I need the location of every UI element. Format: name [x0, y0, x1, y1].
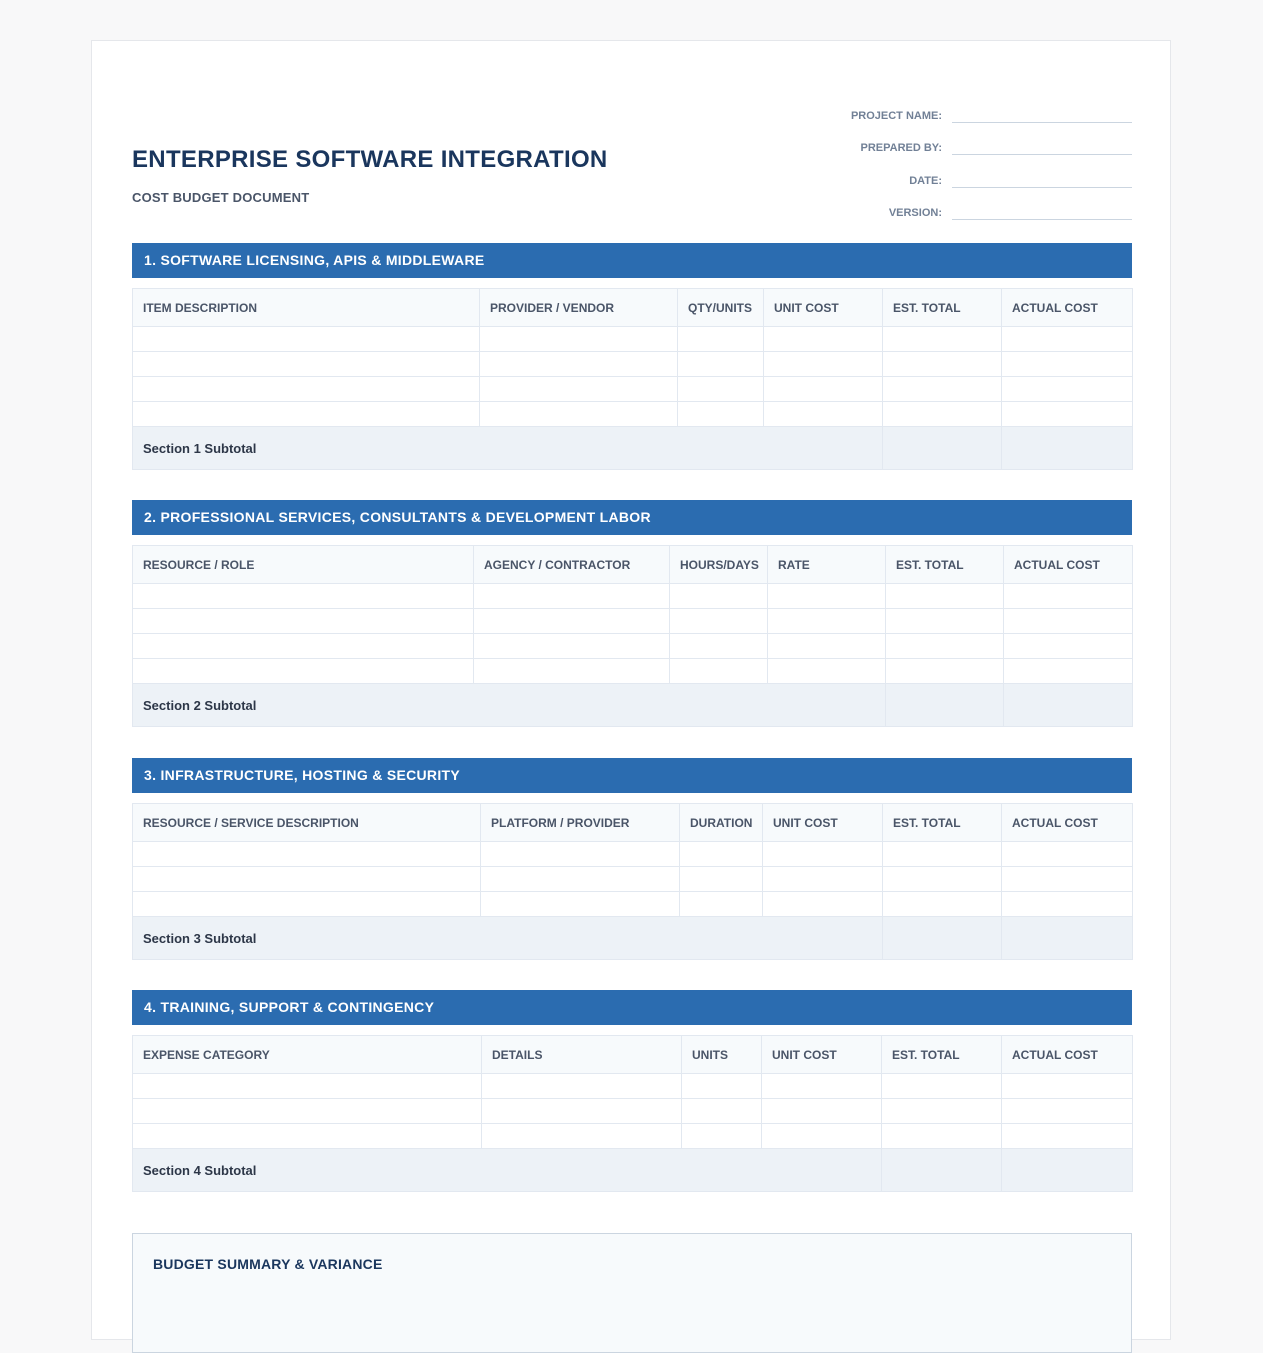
column-header: ACTUAL COST [1002, 289, 1133, 327]
table-cell[interactable] [133, 402, 480, 427]
column-header: DETAILS [482, 1036, 682, 1074]
prepared-by-field[interactable] [952, 153, 1132, 155]
table-cell[interactable] [670, 634, 768, 659]
column-header: UNIT COST [762, 1036, 882, 1074]
table-cell[interactable] [680, 892, 763, 917]
subtotal-label: Section 1 Subtotal [133, 427, 883, 470]
table-cell[interactable] [670, 659, 768, 684]
table-cell[interactable] [1002, 377, 1133, 402]
column-header: DURATION [680, 804, 763, 842]
subtotal-est-total[interactable] [883, 917, 1002, 960]
subtotal-row [133, 427, 1133, 470]
subtotal-row [133, 684, 1133, 727]
table-row [133, 867, 1133, 892]
subtotal-est-total[interactable] [882, 1149, 1002, 1192]
table-cell[interactable] [882, 1074, 1002, 1099]
table-cell[interactable] [762, 1074, 882, 1099]
table-cell[interactable] [762, 1124, 882, 1149]
subtotal-label: Section 4 Subtotal [133, 1149, 882, 1192]
table-cell[interactable] [883, 892, 1002, 917]
table-cell[interactable] [133, 609, 474, 634]
column-header: UNIT COST [763, 804, 883, 842]
column-header: ACTUAL COST [1004, 546, 1133, 584]
meta-row-version [832, 191, 1132, 224]
table-cell[interactable] [768, 659, 886, 684]
table-cell[interactable] [768, 634, 886, 659]
table-row [133, 352, 1133, 377]
table-cell[interactable] [133, 1099, 482, 1124]
table-cell[interactable] [133, 634, 474, 659]
table-row [133, 634, 1133, 659]
table-cell[interactable] [680, 842, 763, 867]
meta-label: VERSION: [888, 207, 942, 219]
section-header: 4. TRAINING, SUPPORT & CONTINGENCY [132, 990, 1132, 1025]
meta-label: PROJECT NAME: [850, 109, 942, 122]
subtotal-actual-cost[interactable] [1002, 427, 1133, 470]
table-cell[interactable] [1004, 659, 1133, 684]
table-cell[interactable] [1002, 842, 1133, 867]
subtotal-actual-cost[interactable] [1002, 1149, 1133, 1192]
table-cell[interactable] [764, 327, 883, 352]
document-page [91, 40, 1171, 1340]
column-header: EST. TOTAL [883, 804, 1002, 842]
table-cell[interactable] [1002, 402, 1133, 427]
table-cell[interactable] [763, 867, 883, 892]
table-cell[interactable] [883, 352, 1002, 377]
table-cell[interactable] [133, 327, 480, 352]
column-header: ITEM DESCRIPTION [133, 289, 480, 327]
table-cell[interactable] [678, 402, 764, 427]
table-cell[interactable] [133, 1074, 482, 1099]
table-cell[interactable] [682, 1124, 762, 1149]
table-row [133, 327, 1133, 352]
column-header: QTY/UNITS [678, 289, 764, 327]
table-cell[interactable] [768, 609, 886, 634]
table-cell[interactable] [474, 659, 670, 684]
section-professional-services [132, 500, 1132, 727]
table-cell[interactable] [1002, 1124, 1133, 1149]
column-header: AGENCY / CONTRACTOR [474, 546, 670, 584]
table-row [133, 1074, 1133, 1099]
table-header-row [133, 546, 1133, 584]
table-cell[interactable] [133, 377, 480, 402]
table-cell[interactable] [133, 584, 474, 609]
table-row [133, 584, 1133, 609]
budget-table [132, 803, 1133, 960]
table-cell[interactable] [883, 327, 1002, 352]
table-row [133, 842, 1133, 867]
column-header: EST. TOTAL [883, 289, 1002, 327]
table-cell[interactable] [480, 402, 678, 427]
section-software-licensing [132, 243, 1132, 470]
table-cell[interactable] [763, 892, 883, 917]
document-title: ENTERPRISE SOFTWARE INTEGRATION [132, 146, 608, 173]
table-cell[interactable] [474, 609, 670, 634]
table-cell[interactable] [133, 1124, 482, 1149]
table-cell[interactable] [1002, 352, 1133, 377]
table-cell[interactable] [133, 352, 480, 377]
column-header: ACTUAL COST [1002, 804, 1133, 842]
subtotal-row [133, 1149, 1133, 1192]
subtotal-row [133, 917, 1133, 960]
table-cell[interactable] [682, 1099, 762, 1124]
table-cell[interactable] [680, 867, 763, 892]
column-header: RATE [768, 546, 886, 584]
table-cell[interactable] [480, 352, 678, 377]
table-cell[interactable] [882, 1099, 1002, 1124]
subtotal-actual-cost[interactable] [1004, 684, 1133, 727]
table-cell[interactable] [678, 377, 764, 402]
table-cell[interactable] [764, 352, 883, 377]
table-cell[interactable] [480, 377, 678, 402]
table-cell[interactable] [133, 842, 481, 867]
column-header: EST. TOTAL [882, 1036, 1002, 1074]
table-cell[interactable] [762, 1099, 882, 1124]
table-cell[interactable] [482, 1074, 682, 1099]
subtotal-label: Section 3 Subtotal [133, 917, 883, 960]
table-cell[interactable] [482, 1099, 682, 1124]
table-row [133, 659, 1133, 684]
meta-label: PREPARED BY: [860, 142, 942, 154]
table-cell[interactable] [1004, 609, 1133, 634]
table-cell[interactable] [474, 634, 670, 659]
table-cell[interactable] [1002, 1074, 1133, 1099]
column-header: HOURS/DAYS [670, 546, 768, 584]
table-cell[interactable] [882, 1124, 1002, 1149]
table-cell[interactable] [133, 892, 481, 917]
table-row [133, 1124, 1133, 1149]
column-header: EST. TOTAL [886, 546, 1004, 584]
table-cell[interactable] [474, 584, 670, 609]
meta-label: DATE: [909, 174, 942, 187]
table-cell[interactable] [678, 352, 764, 377]
table-cell[interactable] [1002, 892, 1133, 917]
table-row [133, 377, 1133, 402]
table-cell[interactable] [481, 842, 680, 867]
column-header: RESOURCE / ROLE [133, 546, 474, 584]
section-training-support [132, 990, 1132, 1192]
section-header: 3. INFRASTRUCTURE, HOSTING & SECURITY [132, 758, 1132, 793]
budget-table [132, 545, 1133, 727]
table-cell[interactable] [481, 867, 680, 892]
column-header: EXPENSE CATEGORY [133, 1036, 482, 1074]
summary-title: BUDGET SUMMARY & VARIANCE [153, 1256, 383, 1272]
table-cell[interactable] [482, 1124, 682, 1149]
budget-summary-panel [132, 1233, 1132, 1353]
table-cell[interactable] [1004, 584, 1133, 609]
table-cell[interactable] [886, 659, 1004, 684]
section-header: 1. SOFTWARE LICENSING, APIS & MIDDLEWARE [132, 243, 1132, 278]
budget-table [132, 288, 1133, 470]
table-cell[interactable] [768, 584, 886, 609]
subtotal-label: Section 2 Subtotal [133, 684, 886, 727]
document-subtitle: COST BUDGET DOCUMENT [132, 190, 310, 205]
table-cell[interactable] [670, 584, 768, 609]
table-header-row [133, 1036, 1133, 1074]
table-header-row [133, 289, 1133, 327]
column-header: PLATFORM / PROVIDER [481, 804, 680, 842]
table-cell[interactable] [883, 867, 1002, 892]
table-cell[interactable] [670, 609, 768, 634]
table-row [133, 609, 1133, 634]
table-cell[interactable] [1002, 1099, 1133, 1124]
table-cell[interactable] [763, 842, 883, 867]
project-name-field[interactable] [952, 121, 1132, 123]
subtotal-actual-cost[interactable] [1002, 917, 1133, 960]
column-header: ACTUAL COST [1002, 1036, 1133, 1074]
table-cell[interactable] [886, 584, 1004, 609]
document-meta-fields [832, 93, 1132, 223]
table-cell[interactable] [883, 377, 1002, 402]
column-header: PROVIDER / VENDOR [480, 289, 678, 327]
table-cell[interactable] [886, 609, 1004, 634]
version-field[interactable] [952, 218, 1132, 220]
table-cell[interactable] [480, 327, 678, 352]
table-cell[interactable] [886, 634, 1004, 659]
column-header: UNIT COST [764, 289, 883, 327]
budget-table [132, 1035, 1133, 1192]
table-cell[interactable] [764, 377, 883, 402]
table-cell[interactable] [1002, 327, 1133, 352]
column-header: UNITS [682, 1036, 762, 1074]
table-cell[interactable] [1004, 634, 1133, 659]
table-cell[interactable] [764, 402, 883, 427]
table-header-row [133, 804, 1133, 842]
meta-row-date [832, 158, 1132, 191]
table-cell[interactable] [883, 402, 1002, 427]
column-header: RESOURCE / SERVICE DESCRIPTION [133, 804, 481, 842]
table-cell[interactable] [133, 867, 481, 892]
section-header: 2. PROFESSIONAL SERVICES, CONSULTANTS & DEVELOPMENT LABOR [132, 500, 1132, 535]
table-cell[interactable] [133, 659, 474, 684]
table-cell[interactable] [481, 892, 680, 917]
table-row [133, 402, 1133, 427]
meta-row-prepared-by [832, 126, 1132, 159]
subtotal-est-total[interactable] [883, 427, 1002, 470]
date-field[interactable] [952, 186, 1132, 188]
table-cell[interactable] [1002, 867, 1133, 892]
table-row [133, 1099, 1133, 1124]
table-cell[interactable] [883, 842, 1002, 867]
meta-row-project-name [832, 93, 1132, 126]
table-cell[interactable] [678, 327, 764, 352]
table-cell[interactable] [682, 1074, 762, 1099]
table-row [133, 892, 1133, 917]
section-infrastructure [132, 758, 1132, 960]
subtotal-est-total[interactable] [886, 684, 1004, 727]
